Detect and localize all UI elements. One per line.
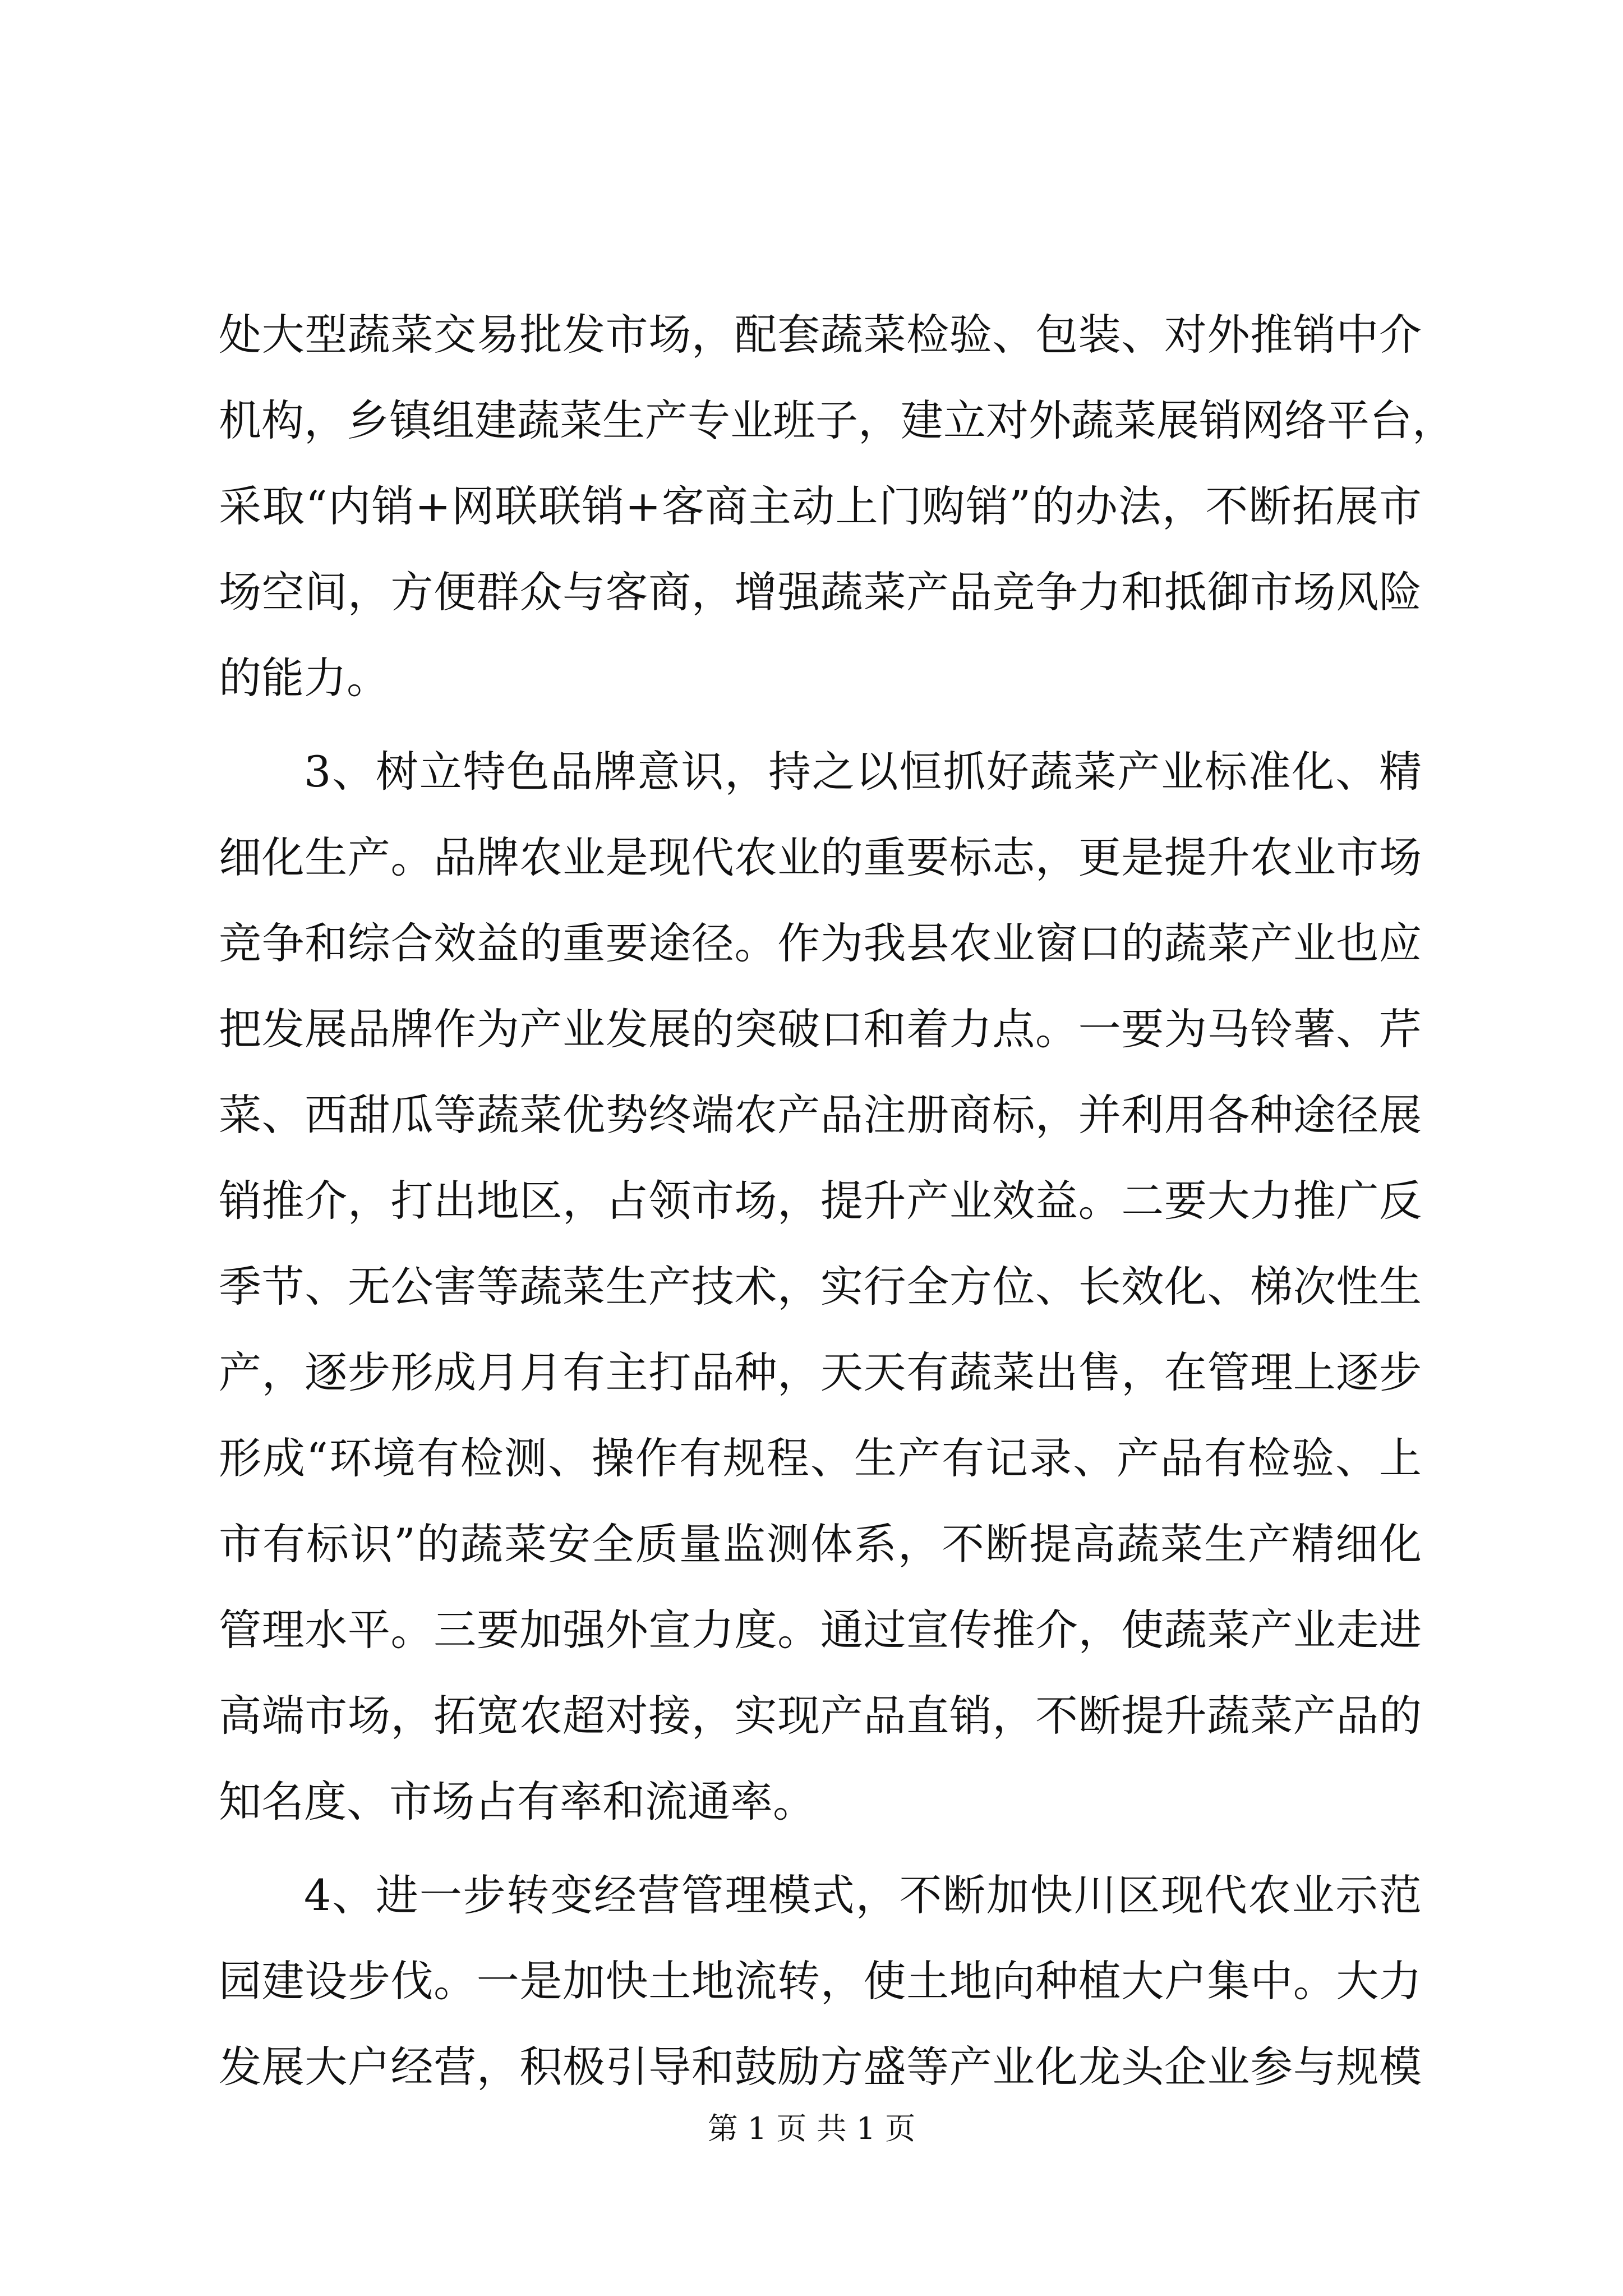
page-number-label: 第 1 页 共 1 页 [707, 2111, 916, 2146]
text-line: 知名度、市场占有率和流通率。 [219, 1777, 815, 1826]
text-line: 季节、无公害等蔬菜生产技术，实行全方位、长效化、梯次性生 [219, 1262, 1422, 1312]
paragraph-brand [219, 729, 1422, 1844]
text-line: 的能力。 [219, 653, 389, 703]
text-line: 形成“环境有检测、操作有规程、生产有记录、产品有检验、上 [219, 1433, 1422, 1483]
text-line: 处大型蔬菜交易批发市场，配套蔬菜检验、包装、对外推销中介 [219, 310, 1422, 360]
text-line: 竞争和综合效益的重要途径。作为我县农业窗口的蔬菜产业也应 [219, 918, 1422, 968]
text-line: 4、进一步转变经营管理模式，不断加快川区现代农业示范 [304, 1870, 1422, 1920]
paragraph-market [219, 292, 1455, 721]
text-line: 3、树立特色品牌意识，持之以恒抓好蔬菜产业标准化、精 [304, 747, 1422, 797]
text-line: 园建设步伐。一是加快土地流转，使土地向种植大户集中。大力 [219, 1956, 1422, 2006]
text-line: 采取“内销+网联联销+客商主动上门购销”的办法，不断拓展市 [219, 481, 1422, 531]
text-line: 细化生产。品牌农业是现代农业的重要标志，更是提升农业市场 [219, 832, 1422, 882]
page-footer [0, 2109, 1623, 2148]
text-line: 市有标识”的蔬菜安全质量监测体系，不断提高蔬菜生产精细化 [219, 1519, 1422, 1569]
text-line: 销推介，打出地区，占领市场，提升产业效益。二要大力推广反 [219, 1176, 1422, 1226]
text-line: 高端市场，拓宽农超对接，实现产品直销，不断提升蔬菜产品的 [219, 1691, 1422, 1741]
text-line: 机构，乡镇组建蔬菜生产专业班子，建立对外蔬菜展销网络平台， [219, 395, 1455, 445]
paragraph-management [219, 1852, 1422, 2110]
text-line: 场空间，方便群众与客商，增强蔬菜产品竞争力和抵御市场风险 [219, 567, 1422, 617]
text-line: 把发展品牌作为产业发展的突破口和着力点。一要为马铃薯、芹 [219, 1004, 1422, 1054]
text-line: 产，逐步形成月月有主打品种，天天有蔬菜出售，在管理上逐步 [219, 1347, 1422, 1397]
body-text [219, 292, 1455, 2118]
text-line: 发展大户经营，积极引导和鼓励方盛等产业化龙头企业参与规模 [219, 2042, 1422, 2092]
text-line: 菜、西甜瓜等蔬菜优势终端农产品注册商标，并利用各种途径展 [219, 1090, 1422, 1140]
text-line: 管理水平。三要加强外宣力度。通过宣传推介，使蔬菜产业走进 [219, 1605, 1422, 1655]
